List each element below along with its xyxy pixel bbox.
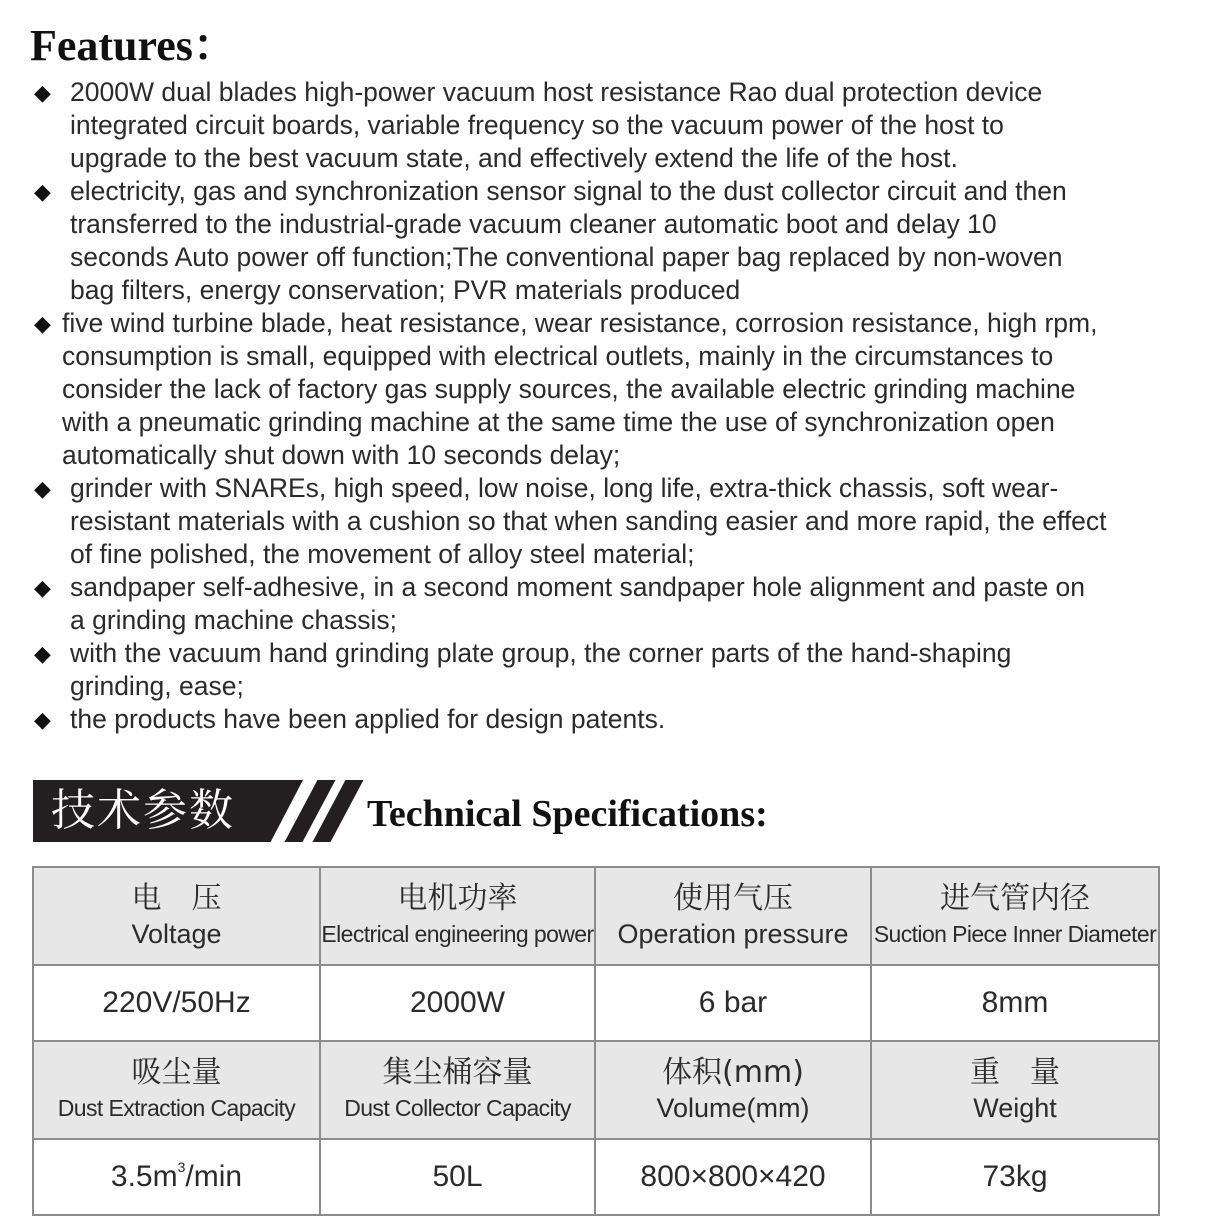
- diamond-bullet-icon: [34, 571, 51, 604]
- table-row: [33, 965, 1159, 1041]
- value-cell: [33, 965, 320, 1041]
- feature-item: [34, 76, 1202, 175]
- volume-value: 800×800×420: [640, 1160, 826, 1193]
- value-cell: [595, 965, 871, 1041]
- diamond-bullet-icon: [34, 703, 51, 736]
- feature-line: seconds Auto power off function;The conventional paper bag replaced by non-woven: [70, 242, 1063, 272]
- collector-value: 50L: [432, 1160, 483, 1193]
- spec-header: [33, 780, 833, 842]
- cubic-superscript: 3: [177, 1159, 186, 1175]
- header-cn: 集尘桶容量: [382, 1055, 533, 1090]
- value-cell: [871, 1139, 1159, 1215]
- header-cn: 吸尘量: [131, 1055, 222, 1090]
- voltage-value: 220V/50Hz: [102, 986, 251, 1019]
- header-cell-power: [320, 867, 595, 965]
- features-list: [34, 76, 1202, 736]
- feature-line: transferred to the industrial-grade vacuum cleaner automatic boot and delay 10: [70, 209, 997, 239]
- spec-table: [32, 866, 1160, 1216]
- header-en: Voltage: [131, 919, 222, 949]
- feature-line: of fine polished, the movement of alloy steel material;: [70, 539, 695, 569]
- header-cell-inner-diameter: [871, 867, 1159, 965]
- feature-item: [34, 637, 1202, 703]
- feature-line: five wind turbine blade, heat resistance, wear resistance, corrosion resistance, high rpm,: [62, 308, 1098, 338]
- feature-item: [34, 175, 1202, 307]
- header-cell-volume: [595, 1041, 871, 1139]
- feature-line: with the vacuum hand grinding plate group, the corner parts of the hand-shaping: [70, 638, 1012, 668]
- dust-extraction-prefix: 3.5m: [110, 1160, 178, 1193]
- feature-line: 2000W dual blades high-power vacuum host resistance Rao dual protection device: [70, 77, 1043, 107]
- header-en: Operation pressure: [617, 919, 849, 949]
- header-cell-dust-extraction: [33, 1041, 320, 1139]
- header-en: Dust Extraction Capacity: [57, 1095, 296, 1121]
- pressure-value: 6 bar: [698, 986, 768, 1019]
- header-cell-collector: [320, 1041, 595, 1139]
- cn-spec-title: 技术参数: [51, 785, 235, 836]
- header-cn: 体积(mm): [662, 1055, 804, 1090]
- en-spec-title: Technical Specifications:: [367, 793, 768, 835]
- value-cell: [595, 1139, 871, 1215]
- header-en: Volume(mm): [656, 1093, 810, 1123]
- diamond-bullet-icon: [34, 637, 51, 670]
- value-cell: [33, 1139, 320, 1215]
- feature-line: the products have been applied for design patents.: [70, 704, 666, 734]
- header-en: Dust Collector Capacity: [344, 1095, 571, 1121]
- table-row: [33, 1139, 1159, 1215]
- feature-line: automatically shut down with 10 seconds delay;: [62, 440, 621, 470]
- table-header-row: [33, 867, 1159, 965]
- feature-line: grinding, ease;: [70, 671, 244, 701]
- power-value: 2000W: [409, 986, 506, 1019]
- feature-item: [34, 307, 1202, 472]
- features-title: Features：: [30, 21, 237, 70]
- value-cell: [320, 965, 595, 1041]
- diamond-bullet-icon: [34, 76, 51, 109]
- diamond-bullet-icon: [34, 307, 51, 340]
- feature-line: with a pneumatic grinding machine at the same time the use of synchronization open: [62, 407, 1055, 437]
- feature-item: [34, 472, 1202, 571]
- header-en: Weight: [973, 1093, 1057, 1123]
- table-header-row: [33, 1041, 1159, 1139]
- diameter-value: 8mm: [981, 986, 1049, 1019]
- header-en: Electrical engineering power: [321, 921, 594, 947]
- weight-value: 73kg: [982, 1160, 1048, 1193]
- header-cell-pressure: [595, 867, 871, 965]
- feature-line: consider the lack of factory gas supply sources, the available electric grinding machine: [62, 374, 1076, 404]
- header-cn: 进气管内径: [940, 881, 1090, 916]
- feature-line: integrated circuit boards, variable frequency so the vacuum power of the host to: [70, 110, 1004, 140]
- dust-extraction-suffix: /min: [185, 1160, 243, 1193]
- feature-line: grinder with SNAREs, high speed, low noise, long life, extra-thick chassis, soft wear-: [70, 473, 1059, 503]
- feature-line: consumption is small, equipped with electrical outlets, mainly in the circumstances to: [62, 341, 1054, 371]
- header-cell-weight: [871, 1041, 1159, 1139]
- diamond-bullet-icon: [34, 472, 51, 505]
- feature-item: [34, 571, 1202, 637]
- value-cell: [320, 1139, 595, 1215]
- feature-line: sandpaper self-adhesive, in a second moment sandpaper hole alignment and paste on: [70, 572, 1086, 602]
- header-cn: 使用气压: [673, 881, 793, 916]
- header-en: Suction Piece Inner Diameter: [873, 921, 1157, 947]
- diamond-bullet-icon: [34, 175, 51, 208]
- header-cell-voltage: [33, 867, 320, 965]
- feature-line: resistant materials with a cushion so that when sanding easier and more rapid, the effect: [70, 506, 1107, 536]
- feature-line: bag filters, energy conservation; PVR materials produced: [70, 275, 741, 305]
- dust-extraction-value: [111, 1160, 242, 1193]
- value-cell: [871, 965, 1159, 1041]
- header-cn: 电机功率: [397, 881, 518, 916]
- feature-line: electricity, gas and synchronization sensor signal to the dust collector circuit and then: [70, 176, 1067, 206]
- feature-line: a grinding machine chassis;: [70, 605, 398, 635]
- header-cn: 重 量: [970, 1055, 1060, 1090]
- feature-item: [34, 703, 1202, 736]
- feature-line: upgrade to the best vacuum state, and effectively extend the life of the host.: [70, 143, 958, 173]
- header-cn: 电 压: [131, 881, 222, 916]
